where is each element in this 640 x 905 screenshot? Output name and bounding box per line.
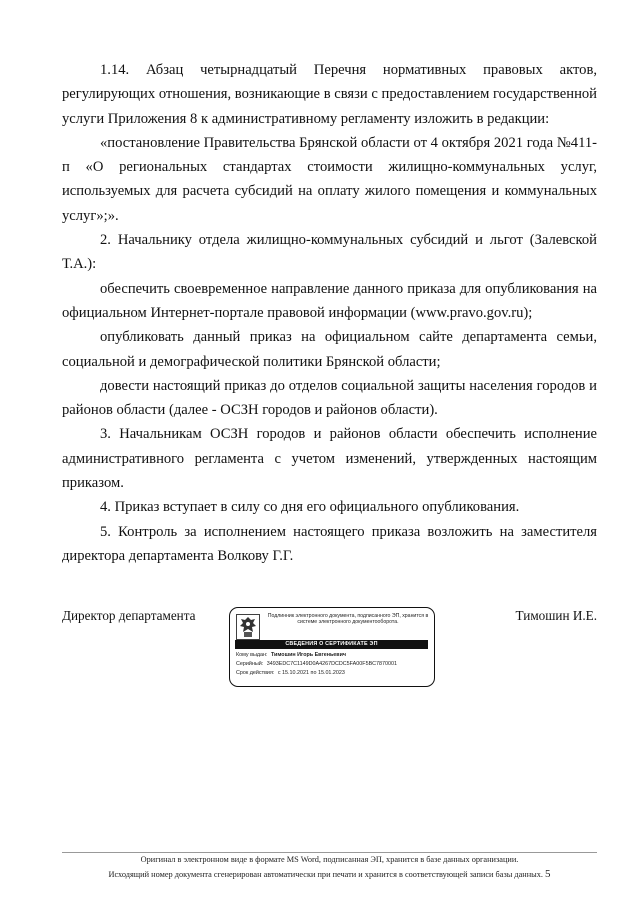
paragraph-1-14: 1.14. Абзац четырнадцатый Перечня нормативных правовых актов, регулирующих отношения, возникающие в связи с предоставлением государственной услуги Приложения 8 к административному регламенту изложить в редакции: xyxy=(62,62,597,127)
issued-to-label: Кому выдан: xyxy=(236,652,268,658)
validity-value: с 15.10.2021 по 15.01.2023 xyxy=(277,670,345,676)
paragraph-2-publish-portal: обеспечить своевременное направление данного приказа для опубликования на официальном Интернет-портале правовой информации (www.pravo.gov.ru); xyxy=(62,280,597,321)
stamp-header: Подлинник электронного документа, подписанного ЭП, хранится в системе электронного документооборота. xyxy=(267,613,429,626)
footer-line-2-text: Исходящий номер документа сгенерирован автоматически при печати и хранится в соответствующей записи базы данных. xyxy=(108,870,543,879)
electronic-signature-stamp xyxy=(229,607,435,687)
stamp-band: СВЕДЕНИЯ О СЕРТИФИКАТЕ ЭП xyxy=(235,640,428,649)
paragraph-quote: «постановление Правительства Брянской области от 4 октября 2021 года №411-п «О региональных стандартах стоимости жилищно-коммунальных услуг, используемых для расчета субсидий на оплату жилого помещения и коммунальных услуг»;». xyxy=(62,134,597,224)
serial-label: Серийный: xyxy=(236,661,264,667)
signer-position: Директор департамента xyxy=(62,608,196,623)
signer-name: Тимошин И.Е. xyxy=(515,608,597,623)
paragraph-3: 3. Начальникам ОСЗН городов и районов области обеспечить исполнение административного регламента с учетом изменений, утвержденных настоящим приказом. xyxy=(62,426,597,492)
paragraph-2-distribute: довести настоящий приказ до отделов социальной защиты населения городов и районов области (далее - ОСЗН городов и районов области). xyxy=(62,377,597,419)
stamp-serial xyxy=(236,661,397,668)
footer-line-2 xyxy=(62,868,597,880)
footer-divider xyxy=(62,852,597,853)
coat-of-arms-icon xyxy=(236,614,260,640)
page-number: 5 xyxy=(545,868,551,880)
document-body xyxy=(62,58,597,568)
paragraph-5: 5. Контроль за исполнением настоящего приказа возложить на заместителя директора департамента Волкову Г.Г. xyxy=(62,523,597,564)
paragraph-2-publish-site: опубликовать данный приказ на официальном сайте департамента семьи, социальной и демографической политики Брянской области; xyxy=(62,329,597,370)
paragraph-4: 4. Приказ вступает в силу со дня его официального опубликования. xyxy=(100,499,520,516)
stamp-validity xyxy=(236,670,345,677)
validity-label: Срок действия: xyxy=(236,670,275,676)
stamp-issued-to xyxy=(236,652,346,659)
issued-to-value: Тимошин Игорь Евгеньевич xyxy=(270,652,347,658)
serial-value: 3493EDC7C1149D0A4267DCDC5FA00F5BC7870001 xyxy=(266,661,398,667)
paragraph-2: 2. Начальнику отдела жилищно-коммунальных субсидий и льгот (Залевской Т.А.): xyxy=(62,232,597,273)
footer-line-1: Оригинал в электронном виде в формате MS Word, подписанная ЭП, хранится в базе данных организации. xyxy=(140,855,519,864)
